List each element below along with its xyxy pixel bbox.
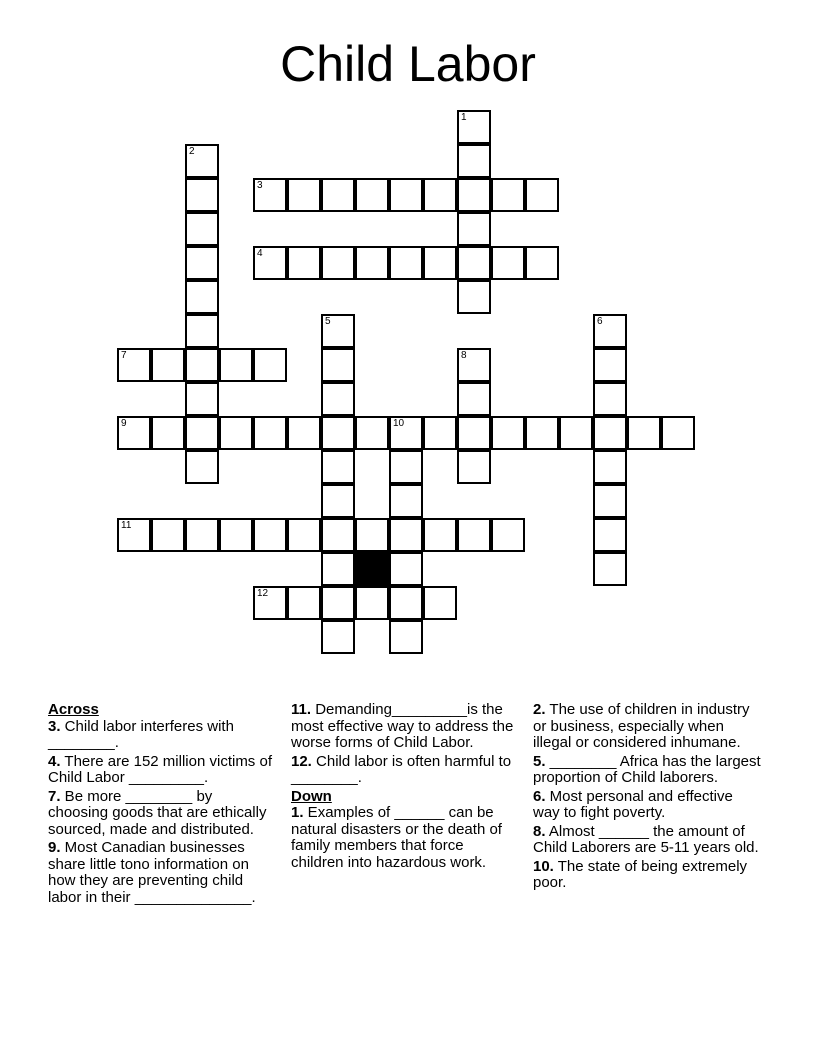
down-clue-8: 8. Almost ______ the amount of Child Laborers are 5-11 years old. xyxy=(533,822,759,856)
grid-cell[interactable] xyxy=(253,178,287,212)
grid-cell[interactable] xyxy=(321,450,355,484)
grid-cell[interactable] xyxy=(627,416,661,450)
grid-cell[interactable] xyxy=(185,518,219,552)
across-clue-4: 4. There are 152 million victims of Child Labor _________. xyxy=(48,752,272,786)
clue-number: 5 xyxy=(325,316,331,327)
across-clue-11: 11. Demanding_________is the most effective way to address the worse forms of Child Labor. xyxy=(291,701,514,751)
grid-cell[interactable] xyxy=(491,416,525,450)
clue-number: 8 xyxy=(461,350,467,361)
clue-number: 12 xyxy=(257,588,269,599)
grid-cell[interactable] xyxy=(151,348,185,382)
grid-cell[interactable] xyxy=(389,450,423,484)
grid-cell[interactable] xyxy=(253,518,287,552)
grid-cell[interactable] xyxy=(389,586,423,620)
across-clue-3: 3. Child labor interferes with ________. xyxy=(48,717,234,751)
grid-cell[interactable] xyxy=(151,518,185,552)
grid-cell[interactable] xyxy=(457,246,491,280)
clue-number: 9 xyxy=(121,418,127,429)
grid-cell[interactable] xyxy=(355,246,389,280)
grid-cell[interactable] xyxy=(185,178,219,212)
clue-number: 11 xyxy=(121,520,132,531)
grid-cell[interactable] xyxy=(253,348,287,382)
grid-cell[interactable] xyxy=(321,518,355,552)
grid-cell[interactable] xyxy=(117,416,151,450)
grid-cell[interactable] xyxy=(491,178,525,212)
grid-cell[interactable] xyxy=(525,178,559,212)
down-clue-1: 1. Examples of ______ can be natural disasters or the death of family members that force children into hazardous work. xyxy=(291,804,502,871)
grid-cell[interactable] xyxy=(117,348,151,382)
grid-cell[interactable] xyxy=(355,586,389,620)
clue-number: 2 xyxy=(189,146,195,157)
grid-cell[interactable] xyxy=(593,348,627,382)
grid-cell[interactable] xyxy=(117,518,151,552)
down-clue-10: 10. The state of being extremely poor. xyxy=(533,857,748,891)
across-clue-12: 12. Child labor is often harmful to ________. xyxy=(291,752,512,786)
grid-cell[interactable] xyxy=(423,178,457,212)
across-heading: Across xyxy=(48,701,99,718)
grid-cell[interactable] xyxy=(287,416,321,450)
grid-cell[interactable] xyxy=(287,246,321,280)
grid-cell[interactable] xyxy=(661,416,695,450)
clue-number: 10 xyxy=(393,418,405,429)
grid-cell[interactable] xyxy=(593,518,627,552)
grid-cell[interactable] xyxy=(389,484,423,518)
grid-cell[interactable] xyxy=(185,246,219,280)
grid-cell[interactable] xyxy=(321,348,355,382)
grid-cell[interactable] xyxy=(321,416,355,450)
grid-cell[interactable] xyxy=(355,178,389,212)
grid-cell[interactable] xyxy=(525,246,559,280)
grid-cell[interactable] xyxy=(457,144,491,178)
grid-cell[interactable] xyxy=(593,382,627,416)
down-clue-5: 5. ________ Africa has the largest proportion of Child laborers. xyxy=(533,752,761,786)
grid-cell[interactable] xyxy=(185,348,219,382)
grid-cell[interactable] xyxy=(593,450,627,484)
grid-cell[interactable] xyxy=(253,586,287,620)
grid-cell[interactable] xyxy=(321,620,355,654)
grid-cell[interactable] xyxy=(321,552,355,586)
clue-number: 7 xyxy=(121,350,127,361)
grid-cell[interactable] xyxy=(321,314,355,348)
grid-cell[interactable] xyxy=(219,518,253,552)
grid-cell[interactable] xyxy=(491,246,525,280)
puzzle-title: Child Labor xyxy=(280,36,536,92)
grid-cell[interactable] xyxy=(253,416,287,450)
grid-cell[interactable] xyxy=(287,586,321,620)
grid-cell[interactable] xyxy=(457,518,491,552)
grid-cell[interactable] xyxy=(253,246,287,280)
grid-cell[interactable] xyxy=(593,552,627,586)
grid-cell[interactable] xyxy=(321,586,355,620)
clue-number: 3 xyxy=(257,180,263,191)
grid-cell[interactable] xyxy=(185,450,219,484)
grid-cell[interactable] xyxy=(185,314,219,348)
grid-cell[interactable] xyxy=(423,586,457,620)
grid-cell[interactable] xyxy=(185,280,219,314)
grid-cell[interactable] xyxy=(185,416,219,450)
grid-cell[interactable] xyxy=(389,246,423,280)
grid-cell[interactable] xyxy=(185,144,219,178)
clue-column-1 xyxy=(48,702,273,908)
clue-column-2 xyxy=(291,702,516,873)
clue-column-3 xyxy=(533,702,763,894)
grid-cell[interactable] xyxy=(457,212,491,246)
grid-cell[interactable] xyxy=(321,484,355,518)
grid-cell[interactable] xyxy=(559,416,593,450)
down-clue-6: 6. Most personal and effective way to fight poverty. xyxy=(533,787,733,821)
down-clue-2: 2. The use of children in industry or business, especially when illegal or considered inhumane. xyxy=(533,701,750,751)
across-clue-7: 7. Be more ________ by choosing goods that are ethically sourced, made and distributed. xyxy=(48,787,267,838)
grid-cell[interactable] xyxy=(457,348,491,382)
grid-cell[interactable] xyxy=(355,416,389,450)
grid-cell[interactable] xyxy=(287,518,321,552)
clue-number: 4 xyxy=(257,248,263,259)
grid-cell[interactable] xyxy=(219,348,253,382)
grid-cell[interactable] xyxy=(457,416,491,450)
grid-cell[interactable] xyxy=(185,212,219,246)
grid-cell[interactable] xyxy=(491,518,525,552)
grid-cell[interactable] xyxy=(389,518,423,552)
grid-cell[interactable] xyxy=(525,416,559,450)
grid-cell[interactable] xyxy=(389,416,423,450)
grid-cell[interactable] xyxy=(321,246,355,280)
grid-cell[interactable] xyxy=(457,450,491,484)
grid-cell[interactable] xyxy=(389,620,423,654)
grid-cell[interactable] xyxy=(287,178,321,212)
grid-cell[interactable] xyxy=(151,416,185,450)
grid-cell[interactable] xyxy=(593,314,627,348)
grid-cell[interactable] xyxy=(423,416,457,450)
across-clue-9: 9. Most Canadian businesses share little tono information on how they are preventing child labor in their ______________. xyxy=(48,839,256,906)
grid-cell[interactable] xyxy=(219,416,253,450)
clue-number: 6 xyxy=(597,316,603,327)
grid-cell[interactable] xyxy=(457,280,491,314)
grid-cell[interactable] xyxy=(389,178,423,212)
grid-cell[interactable] xyxy=(593,484,627,518)
grid-cell[interactable] xyxy=(457,382,491,416)
grid-cell[interactable] xyxy=(355,518,389,552)
grid-cell[interactable] xyxy=(423,246,457,280)
grid-cell[interactable] xyxy=(185,382,219,416)
grid-cell[interactable] xyxy=(321,178,355,212)
grid-cell[interactable] xyxy=(457,110,491,144)
grid-block xyxy=(355,552,389,586)
down-heading: Down xyxy=(291,787,332,805)
grid-cell[interactable] xyxy=(321,382,355,416)
grid-cell[interactable] xyxy=(457,178,491,212)
grid-cell[interactable] xyxy=(593,416,627,450)
grid-cell[interactable] xyxy=(423,518,457,552)
grid-cell[interactable] xyxy=(389,552,423,586)
clue-number: 1 xyxy=(461,112,467,123)
